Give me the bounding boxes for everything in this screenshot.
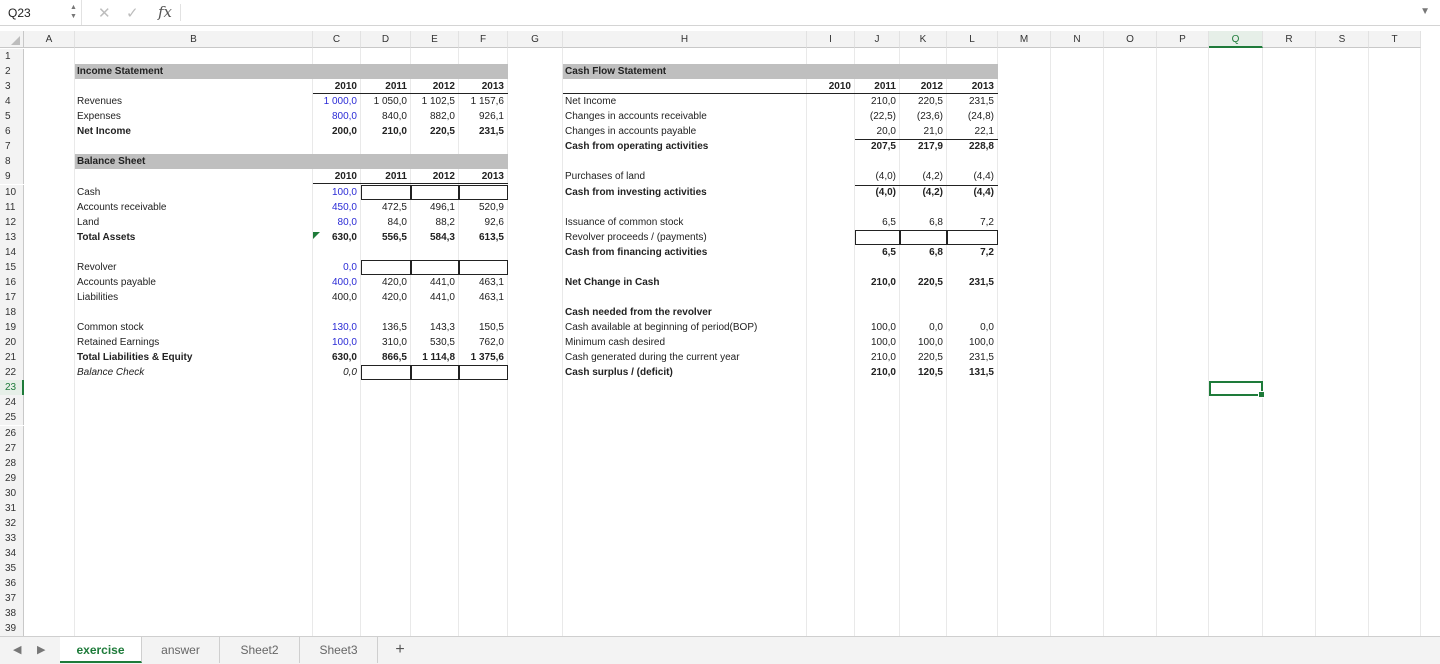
cell-k19[interactable]: 0,0 [929,322,943,334]
column-header-l[interactable]: L [947,31,998,48]
cell-l16[interactable]: 231,5 [968,276,994,288]
row-header-32[interactable]: 32 [0,516,24,531]
cell-i3[interactable]: 2010 [828,81,851,93]
cell-e11[interactable]: 496,1 [429,201,455,213]
cell-f19[interactable]: 150,5 [478,322,504,334]
cell-c10[interactable]: 100,0 [331,186,357,198]
cell-b19[interactable]: Common stock [77,322,144,334]
row-header-19[interactable]: 19 [0,320,24,335]
column-header-k[interactable]: K [900,31,947,48]
cell-l19[interactable]: 0,0 [980,322,994,334]
column-header-n[interactable]: N [1051,31,1104,48]
cell-c22[interactable]: 0,0 [343,367,357,379]
cross-icon[interactable]: ✕ [98,5,111,22]
column-header-i[interactable]: I [807,31,855,48]
cell-h5[interactable]: Changes in accounts receivable [565,111,707,123]
cell-h13[interactable]: Revolver proceeds / (payments) [565,231,707,243]
row-header-12[interactable]: 12 [0,215,24,230]
row-header-26[interactable]: 26 [0,426,24,441]
cell-e9[interactable]: 2012 [432,171,455,183]
row-header-7[interactable]: 7 [0,139,24,154]
cell-f10[interactable] [459,185,508,200]
row-header-37[interactable]: 37 [0,591,24,606]
cell-d19[interactable]: 136,5 [381,322,407,334]
name-box-stepper-icon[interactable]: ▲ ▼ [70,4,77,20]
row-header-30[interactable]: 30 [0,486,24,501]
cell-c15[interactable]: 0,0 [343,261,357,273]
cell-f11[interactable]: 520,9 [478,201,504,213]
row-header-36[interactable]: 36 [0,576,24,591]
cell-f20[interactable]: 762,0 [478,337,504,349]
row-header-13[interactable]: 13 [0,230,24,245]
cell-l4[interactable]: 231,5 [968,96,994,108]
cell-l5[interactable]: (24,8) [967,111,994,123]
cell-d17[interactable]: 420,0 [381,291,407,303]
cell-e19[interactable]: 143,3 [429,322,455,334]
sheet-tab-bar [0,636,1440,664]
cell-c17[interactable]: 400,0 [331,291,357,303]
add-sheet-button[interactable]: + [395,641,405,658]
cell-l6[interactable]: 22,1 [974,126,994,138]
cell-b4[interactable]: Revenues [77,96,123,108]
cell-f6[interactable]: 231,5 [478,126,504,138]
cell-l10[interactable]: (4,4) [973,186,994,198]
chevron-down-icon[interactable]: ▼ [1420,6,1430,17]
column-header-g[interactable]: G [508,31,563,48]
cell-k3[interactable]: 2012 [920,81,943,93]
cell-f3[interactable]: 2013 [481,81,504,93]
cell-c21[interactable]: 630,0 [331,352,357,364]
cell-k22[interactable]: 120,5 [917,367,943,379]
row-header-4[interactable]: 4 [0,94,24,109]
row-header-28[interactable]: 28 [0,456,24,471]
cell-h7[interactable]: Cash from operating activities [565,141,709,153]
cell-j5[interactable]: (22,5) [869,111,896,123]
column-header-p[interactable]: P [1157,31,1209,48]
cell-f17[interactable]: 463,1 [478,291,504,303]
cell-c6[interactable]: 200,0 [331,126,357,138]
tab-exercise[interactable]: exercise [60,637,142,663]
cash-flow-title[interactable]: Cash Flow Statement [565,66,667,78]
cell-l21[interactable]: 231,5 [968,352,994,364]
cell-e17[interactable]: 441,0 [429,291,455,303]
scroll-left-icon[interactable]: ◀ [13,644,22,656]
row-header-9[interactable]: 9 [0,169,24,184]
formula-input[interactable] [180,4,1421,21]
cell-c11[interactable]: 450,0 [331,201,357,213]
row-header-35[interactable]: 35 [0,561,24,576]
cell-h21[interactable]: Cash generated during the current year [565,352,740,364]
cell-c9[interactable]: 2010 [334,171,357,183]
row-header-8[interactable]: 8 [0,154,24,169]
cell-d3[interactable]: 2011 [385,81,407,93]
cell-f16[interactable]: 463,1 [478,276,504,288]
cell-j13[interactable] [855,230,900,245]
cell-f5[interactable]: 926,1 [478,111,504,123]
gridline [1420,48,1421,638]
cell-c13[interactable]: 630,0 [331,231,357,243]
cell-j22[interactable]: 210,0 [870,367,896,379]
cell-l13[interactable] [947,230,998,245]
cell-d13[interactable]: 556,5 [381,231,407,243]
tab-answer[interactable]: answer [142,637,220,663]
row-header-21[interactable]: 21 [0,350,24,365]
cell-l7[interactable]: 228,8 [968,141,994,153]
cell-b6[interactable]: Net Income [77,126,131,138]
cell-c19[interactable]: 130,0 [331,322,357,334]
cell-d15[interactable] [361,260,411,275]
column-header-h[interactable]: H [563,31,807,48]
column-header-m[interactable]: M [998,31,1051,48]
column-header-o[interactable]: O [1104,31,1157,48]
revolver-section-title[interactable]: Cash needed from the revolver [565,307,712,319]
cell-l3[interactable]: 2013 [971,81,994,93]
gridline [1156,48,1157,638]
cell-f21[interactable]: 1 375,6 [470,352,504,364]
check-icon[interactable]: ✓ [126,5,139,22]
cell-k7[interactable]: 217,9 [917,141,943,153]
cell-l14[interactable]: 7,2 [980,246,994,258]
cell-j9[interactable]: (4,0) [875,171,896,183]
cell-j3[interactable]: 2011 [874,81,896,93]
cell-h14[interactable]: Cash from financing activities [565,246,708,258]
cell-f15[interactable] [459,260,508,275]
scroll-right-icon[interactable]: ▶ [37,644,46,656]
row-header-1[interactable]: 1 [0,49,24,64]
row-header-22[interactable]: 22 [0,365,24,380]
cell-k6[interactable]: 21,0 [923,126,943,138]
cell-b15[interactable]: Revolver [77,261,117,273]
row-header-16[interactable]: 16 [0,275,24,290]
column-header-d[interactable]: D [361,31,411,48]
cell-f13[interactable]: 613,5 [478,231,504,243]
cell-f4[interactable]: 1 157,6 [470,96,504,108]
cell-d10[interactable] [361,185,411,200]
cell-k21[interactable]: 220,5 [917,352,943,364]
income-statement-title[interactable]: Income Statement [77,66,164,78]
cell-d9[interactable]: 2011 [385,171,407,183]
cell-j20[interactable]: 100,0 [870,337,896,349]
cell-k9[interactable]: (4,2) [922,171,943,183]
column-header-f[interactable]: F [459,31,508,48]
cell-d21[interactable]: 866,5 [381,352,407,364]
row-header-15[interactable]: 15 [0,260,24,275]
cell-c4[interactable]: 1 000,0 [323,96,357,108]
cell-k16[interactable]: 220,5 [917,276,943,288]
cell-f12[interactable]: 92,6 [484,216,504,228]
cell-e5[interactable]: 882,0 [429,111,455,123]
row-header-38[interactable]: 38 [0,606,24,621]
name-box[interactable]: Q23 [0,0,82,25]
cell-d5[interactable]: 840,0 [381,111,407,123]
cell-d16[interactable]: 420,0 [381,276,407,288]
cell-k13[interactable] [900,230,947,245]
cell-j6[interactable]: 20,0 [876,126,896,138]
tab-sheet3[interactable]: Sheet3 [300,637,378,663]
row-header-33[interactable]: 33 [0,531,24,546]
cell-b12[interactable]: Land [77,216,100,228]
cell-c20[interactable]: 100,0 [331,337,357,349]
cell-l9[interactable]: (4,4) [973,171,994,183]
gridline [1315,48,1316,638]
column-header-e[interactable]: E [411,31,459,48]
cell-j7[interactable]: 207,5 [870,141,896,153]
cell-j21[interactable]: 210,0 [870,352,896,364]
column-header-b[interactable]: B [75,31,313,48]
cell-b22[interactable]: Balance Check [77,367,145,379]
cell-b5[interactable]: Expenses [77,111,121,123]
row-header-11[interactable]: 11 [0,200,24,215]
column-header-c[interactable]: C [313,31,361,48]
cell-e6[interactable]: 220,5 [429,126,455,138]
cell-h22[interactable]: Cash surplus / (deficit) [565,367,673,379]
row-header-20[interactable]: 20 [0,335,24,350]
cell-k14[interactable]: 6,8 [929,246,943,258]
cell-j14[interactable]: 6,5 [882,246,896,258]
cell-d6[interactable]: 210,0 [381,126,407,138]
cell-e10[interactable] [411,185,459,200]
cell-h9[interactable]: Purchases of land [565,171,646,183]
row-header-29[interactable]: 29 [0,471,24,486]
cell-c16[interactable]: 400,0 [331,276,357,288]
cell-j10[interactable]: (4,0) [875,186,896,198]
cell-d20[interactable]: 310,0 [381,337,407,349]
row-header-25[interactable]: 25 [0,410,24,425]
row-header-6[interactable]: 6 [0,124,24,139]
cell-e3[interactable]: 2012 [432,81,455,93]
cell-b20[interactable]: Retained Earnings [77,337,160,349]
gridline [1368,48,1369,638]
cell-e21[interactable]: 1 114,8 [422,352,455,364]
row-header-3[interactable]: 3 [0,79,24,94]
cell-l22[interactable]: 131,5 [968,367,994,379]
cell-d11[interactable]: 472,5 [381,201,407,213]
row-header-18[interactable]: 18 [0,305,24,320]
cell-h19[interactable]: Cash available at beginning of period(BOP) [565,322,758,334]
cell-l20[interactable]: 100,0 [968,337,994,349]
column-header-j[interactable]: J [855,31,900,48]
gridline [1262,48,1263,638]
cell-j16[interactable]: 210,0 [870,276,896,288]
select-all-corner[interactable] [0,31,24,48]
fx-icon[interactable]: fx [158,3,173,21]
cell-d4[interactable]: 1 050,0 [373,96,407,108]
row-header-2[interactable]: 2 [0,64,24,79]
cell-h6[interactable]: Changes in accounts payable [565,126,697,138]
cell-d12[interactable]: 84,0 [387,216,407,228]
row-header-10[interactable]: 10 [0,185,24,200]
row-header-24[interactable]: 24 [0,395,24,410]
cell-h10[interactable]: Cash from investing activities [565,186,707,198]
cell-e20[interactable]: 530,5 [429,337,455,349]
cell-f22[interactable] [459,365,508,380]
column-header-a[interactable]: A [24,31,75,48]
cell-k4[interactable]: 220,5 [917,96,943,108]
gridline [1050,48,1051,638]
row-header-34[interactable]: 34 [0,546,24,561]
cell-k20[interactable]: 100,0 [917,337,943,349]
column-header-q[interactable]: Q [1209,31,1263,48]
gridline [1208,48,1209,638]
cell-f9[interactable]: 2013 [481,171,504,183]
tab-sheet2[interactable]: Sheet2 [220,637,300,663]
cell-j19[interactable]: 100,0 [870,322,896,334]
cell-b21[interactable]: Total Liabilities & Equity [77,352,193,364]
cell-h16[interactable]: Net Change in Cash [565,276,660,288]
cell-c3[interactable]: 2010 [334,81,357,93]
cell-e15[interactable] [411,260,459,275]
cell-j4[interactable]: 210,0 [870,96,896,108]
cell-d22[interactable] [361,365,411,380]
row-header-27[interactable]: 27 [0,441,24,456]
cell-h12[interactable]: Issuance of common stock [565,216,684,228]
cell-c5[interactable]: 800,0 [331,111,357,123]
cell-b11[interactable]: Accounts receivable [77,201,167,213]
row-header-31[interactable]: 31 [0,501,24,516]
cell-k5[interactable]: (23,6) [916,111,943,123]
cell-e4[interactable]: 1 102,5 [421,96,455,108]
error-indicator-icon [313,232,320,239]
cell-e16[interactable]: 441,0 [429,276,455,288]
gridline [1103,48,1104,638]
column-header-s[interactable]: S [1316,31,1369,48]
balance-sheet-title[interactable]: Balance Sheet [77,156,146,168]
cell-b16[interactable]: Accounts payable [77,276,156,288]
cell-c12[interactable]: 80,0 [337,216,357,228]
cell-h4[interactable]: Net Income [565,96,617,108]
row-header-17[interactable]: 17 [0,290,24,305]
cell-b10[interactable]: Cash [77,186,101,198]
cell-l12[interactable]: 7,2 [980,216,994,228]
column-header-r[interactable]: R [1263,31,1316,48]
column-header-t[interactable]: T [1369,31,1421,48]
cell-e12[interactable]: 88,2 [435,216,455,228]
row-header-23[interactable]: 23 [0,380,24,395]
cell-k12[interactable]: 6,8 [929,216,943,228]
row-header-5[interactable]: 5 [0,109,24,124]
formula-bar [0,0,1440,26]
row-header-14[interactable]: 14 [0,245,24,260]
cell-e13[interactable]: 584,3 [429,231,455,243]
cell-b17[interactable]: Liabilities [77,291,119,303]
cell-e22[interactable] [411,365,459,380]
cell-j12[interactable]: 6,5 [882,216,896,228]
row-header-39[interactable]: 39 [0,621,24,636]
cell-k10[interactable]: (4,2) [922,186,943,198]
cell-h20[interactable]: Minimum cash desired [565,337,666,349]
cell-b13[interactable]: Total Assets [77,231,136,243]
active-cell-q23[interactable] [1209,381,1263,396]
